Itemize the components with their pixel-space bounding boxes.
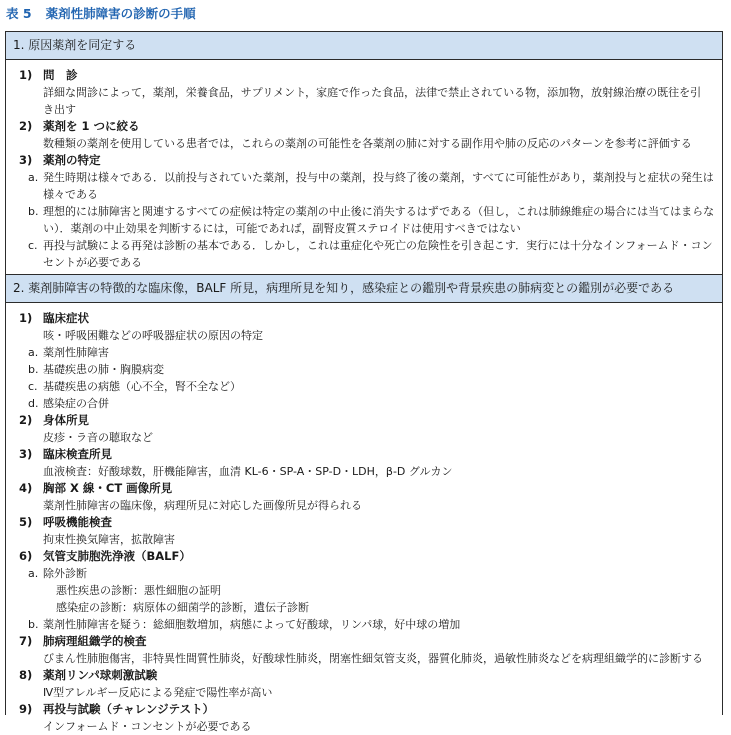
item-1-3-heading: 3) 薬剤の特定 [19, 153, 101, 167]
section-1-body [6, 60, 722, 271]
item-2-5-text: 拘束性換気障害，拡散障害 [43, 533, 175, 546]
item-2-1-c: c. 基礎疾患の病態（心不全，腎不全など） [28, 380, 241, 393]
item-1-1-text: 詳細な問診によって，薬剤，栄養食品，サプリメント，家庭で作った食品，法律で禁止されている物，添加物，放射線治療の既往を引 [43, 86, 702, 99]
item-2-6-heading: 6) 気管支肺胞洗浄液（BALF） [19, 549, 191, 563]
item-1-1-text-cont: き出す [43, 103, 76, 116]
item-2-1-b: b. 基礎疾患の肺・胸膜病変 [28, 363, 164, 376]
item-2-1-text: 咳・呼吸困難などの呼吸器症状の原因の特定 [43, 329, 263, 342]
item-2-1-d: d. 感染症の合併 [28, 397, 109, 410]
item-2-2-text: 皮疹・ラ音の聴取など [43, 431, 153, 444]
item-2-6-a: a. 除外診断 [28, 567, 87, 580]
item-2-7-heading: 7) 肺病理組織学的検査 [19, 634, 147, 648]
item-2-4-text: 薬剤性肺障害の臨床像，病理所見に対応した画像所見が得られる [43, 499, 362, 512]
item-2-8-text: Ⅳ型アレルギー反応による発症で陽性率が高い [43, 686, 273, 699]
item-1-3-b: b. 理想的には肺障害と関連するすべての症候は特定の薬剤の中止後に消失するはずである（但し，これは肺線維症の場合には当てはまらない）．薬剤の中止効果を判断するには，可能であれば，副腎皮質ステロイドは使用すべきではない [28, 205, 715, 235]
item-2-7-text: びまん性肺胞傷害，非特異性間質性肺炎，好酸球性肺炎，閉塞性細気管支炎，器質化肺炎，過敏性肺炎などを病理組織学的に診断する [43, 652, 703, 665]
item-1-3-c: c. 再投与試験による再発は診断の基本である．しかし，これは重症化や死亡の危険性を引き起こす．実行には十分なインフォームド・コンセントが必要である [28, 239, 713, 269]
section-1-heading: 1. 原因薬剤を同定する [6, 32, 722, 60]
item-2-9-text: インフォームド・コンセントが必要である [43, 720, 252, 733]
item-2-9-heading: 9) 再投与試験（チャレンジテスト） [19, 702, 215, 716]
item-2-8-heading: 8) 薬剤リンパ球刺激試験 [19, 668, 158, 682]
item-1-2-text: 数種類の薬剤を使用している患者では，これらの薬剤の可能性を各薬剤の肺に対する副作用や肺の反応のパターンを参考に評価する [43, 137, 692, 150]
item-2-1-a: a. 薬剤性肺障害 [28, 346, 109, 359]
item-1-3-a: a. 発生時期は様々である．以前投与されていた薬剤，投与中の薬剤，投与終了後の薬剤，すべてに可能性があり，薬剤投与と症状の発生は様々である [28, 171, 714, 201]
table-number: 表 5 [6, 6, 32, 21]
procedure-table [5, 31, 723, 733]
section-2-heading: 2. 薬剤肺障害の特徴的な臨床像，BALF 所見，病理所見を知り，感染症との鑑別や背景疾患の肺病変との鑑別が必要である [6, 274, 722, 303]
item-2-5-heading: 5) 呼吸機能検査 [19, 515, 112, 529]
item-2-6-a-line-2: 感染症の診断：病原体の細菌学的診断，遺伝子診断 [56, 601, 309, 614]
table-caption: 薬剤性肺障害の診断の手順 [45, 6, 196, 21]
item-2-6-a-line-1: 悪性疾患の診断：悪性細胞の証明 [56, 584, 221, 597]
item-2-1-heading: 1) 臨床症状 [19, 311, 89, 325]
item-1-2-heading: 2) 薬剤を 1 つに絞る [19, 119, 140, 133]
item-1-1-heading: 1) 問 診 [19, 68, 78, 82]
section-2-body [6, 303, 722, 735]
item-2-3-heading: 3) 臨床検査所見 [19, 447, 112, 461]
table-title [6, 3, 196, 25]
item-2-3-text: 血液検査：好酸球数，肝機能障害，血清 KL-6・SP-A・SP-D・LDH，β-D グルカン [43, 465, 453, 478]
item-2-4-heading: 4) 胸部 X 線・CT 画像所見 [19, 481, 173, 495]
item-2-2-heading: 2) 身体所見 [19, 413, 89, 427]
item-2-6-b: b. 薬剤性肺障害を疑う：総細胞数増加，病態によって好酸球，リンパ球，好中球の増加 [28, 618, 461, 631]
